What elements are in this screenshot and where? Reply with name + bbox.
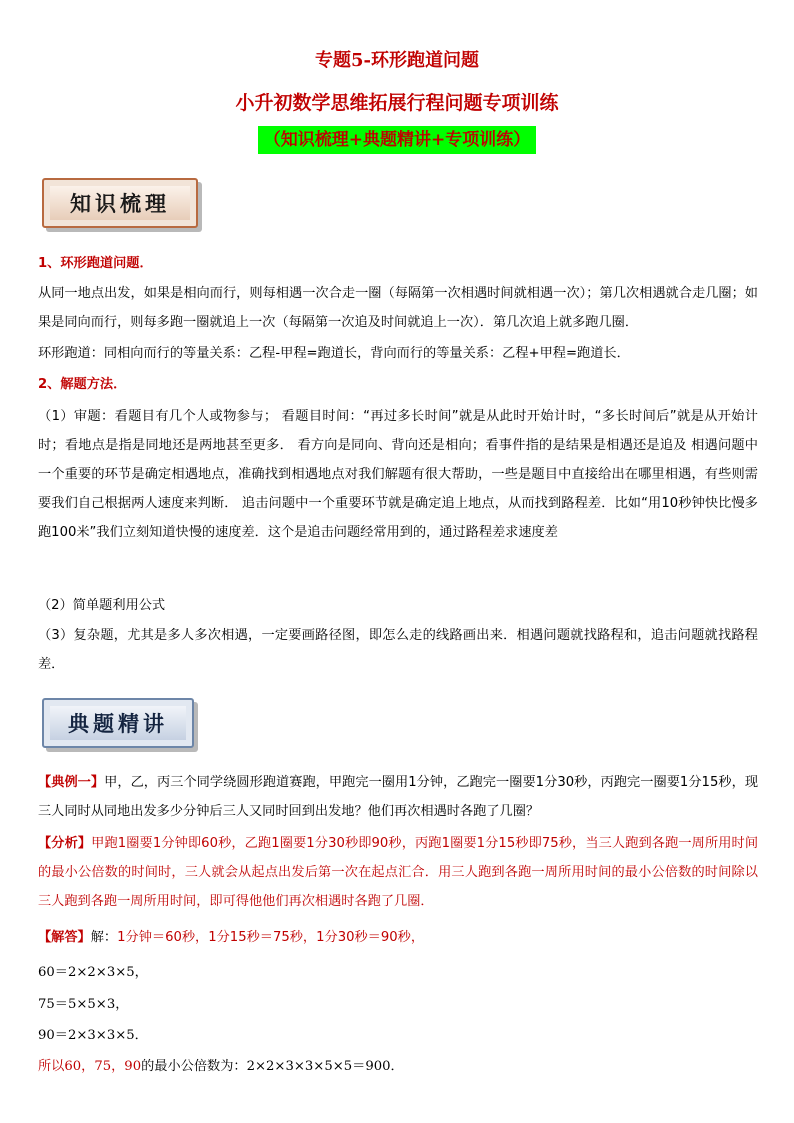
factor-60: 60＝2×2×3×5， bbox=[38, 965, 148, 980]
examples-banner-label: 典题精讲 bbox=[50, 706, 186, 740]
example-analysis bbox=[38, 829, 758, 916]
example-question bbox=[38, 768, 758, 826]
paragraph-method-1: （1）审题：看题目有几个人或物参与； 看题目时间：“再过多长时间”就是从此时开始计时，“多长时间后”就是从开始计时；看地点是指是同地还是两地甚至更多． 看方向是同向、背向还是相向；看事件指的是结果是相遇还是追及 相遇问题中一个重要的环节是确定相遇地点，准确找到相遇地点对我们解题有很大帮助，一些是题目中直接给出在哪里相遇，有些则需要我们自己根据两人速度来判断． 追击问题中一个重要环节就是确定追上地点，从而找到路程差．比如“用10秒钟快比慢多跑100米”我们立刻知道快慢的速度差．这个是追击问题经常用到的，通过路程差求速度差 bbox=[38, 409, 758, 540]
doc-subtitle: 小升初数学思维拓展行程问题专项训练 bbox=[235, 92, 559, 114]
analysis-text: 甲跑1圈要1分钟即60秒，乙跑1圈要1分30秒即90秒，丙跑1圈要1分15秒即75秒，当三人跑到各跑一周所用时间的最小公倍数的时间时，三人就会从起点出发后第一次在起点汇合．用三人跑到各跑一周所用时间的最小公倍数的时间除以三人跑到各跑一周所用时间，即可得他他们再次相遇时各跑了几圈． bbox=[38, 836, 759, 909]
paragraph-equation: 环形跑道：同相向而行的等量关系：乙程-甲程=跑道长，背向而行的等量关系：乙程+甲程=跑道长． bbox=[38, 346, 630, 361]
section-heading-2: 2、解题方法． bbox=[38, 377, 127, 392]
paragraph-method-3: （3）复杂题，尤其是多人多次相遇，一定要画路径图，即怎么走的线路画出来．相遇问题就找路程和，追击问题就找路程差． bbox=[38, 628, 758, 672]
solution-tag: 【解答】 bbox=[38, 930, 91, 945]
examples-banner bbox=[42, 698, 194, 748]
doc-tagline-wrap bbox=[0, 126, 794, 154]
example-solution bbox=[38, 923, 758, 952]
factor-90: 90＝2×3×3×5． bbox=[38, 1028, 148, 1043]
example-tag: 【典例一】 bbox=[38, 775, 105, 790]
section-heading-1: 1、环形跑道问题． bbox=[38, 256, 153, 271]
doc-title: 专题5-环形跑道问题 bbox=[315, 50, 479, 71]
knowledge-banner bbox=[42, 178, 198, 228]
lcm-result-prefix: 所以60，75，90 bbox=[38, 1059, 142, 1074]
example-question-text: 甲，乙，丙三个同学绕圆形跑道赛跑，甲跑完一圈用1分钟，乙跑完一圈要1分30秒，丙跑完一圈要1分15秒，现三人同时从同地出发多少分钟后三人又同时回到出发地？他们再次相遇时各跑了几圈？ bbox=[38, 775, 759, 819]
analysis-tag: 【分析】 bbox=[38, 836, 92, 851]
lcm-result bbox=[38, 1055, 404, 1074]
paragraph-ring-track: 从同一地点出发，如果是相向而行，则每相遇一次合走一圈（每隔第一次相遇时间就相遇一次）；第几次相遇就合走几圈；如果是同向而行，则每多跑一圈就追上一次（每隔第一次追及时间就追上一次）．第几次追上就多跑几圈． bbox=[38, 286, 758, 330]
lcm-result-value: 的最小公倍数为：2×2×3×3×5×5＝900． bbox=[141, 1059, 404, 1074]
solution-prefix: 解： bbox=[90, 930, 118, 945]
paragraph-method-2: （2）简单题利用公式 bbox=[38, 598, 166, 613]
knowledge-banner-label: 知识梳理 bbox=[50, 186, 190, 220]
solution-text: 1分钟＝60秒，1分15秒＝75秒，1分30秒＝90秒， bbox=[117, 930, 425, 945]
factor-75: 75＝5×5×3， bbox=[38, 997, 129, 1012]
doc-tagline: （知识梳理+典题精讲+专项训练） bbox=[258, 126, 537, 154]
